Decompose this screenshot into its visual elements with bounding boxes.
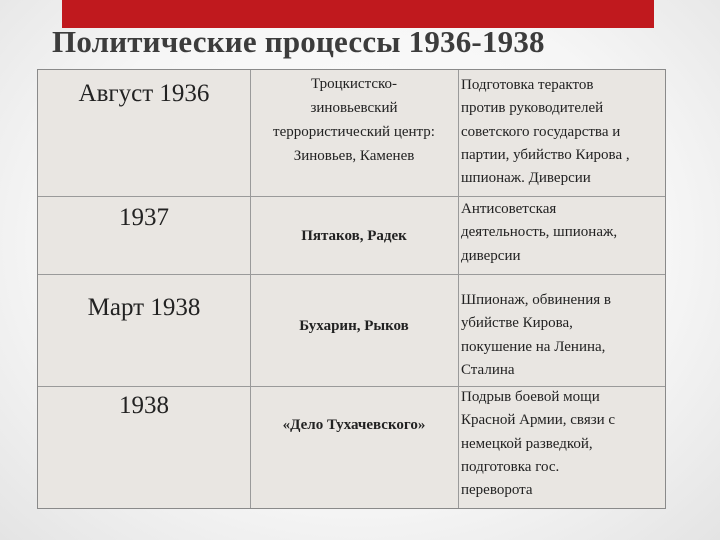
defendants-line: Пятаков, Радек: [301, 228, 407, 244]
charges-line: Красной Армии, связи с: [461, 412, 616, 429]
defendants-line: Зиновьев, Каменев: [293, 148, 415, 164]
trial-charges: [461, 386, 665, 502]
charges-line: подготовка гос.: [461, 458, 560, 475]
charges-line: немецкой разведкой,: [461, 435, 593, 452]
defendants-line: Бухарин, Рыков: [299, 318, 409, 334]
trial-date: Август 1936: [78, 80, 210, 107]
charges-line: Шпионаж, обвинения в: [461, 292, 611, 308]
slide-title: Политические процессы 1936-1938: [52, 24, 545, 59]
trial-defendants: [250, 413, 458, 437]
defendants-line: террористический центр:: [273, 124, 435, 140]
charges-line: против руководителей: [461, 100, 604, 117]
trial-charges: [461, 74, 665, 190]
trial-date: 1938: [119, 392, 169, 419]
charges-line: убийстве Кирова,: [461, 315, 573, 332]
charges-line: Сталина: [461, 361, 515, 378]
trials-table: [37, 69, 666, 509]
trial-defendants: [250, 72, 458, 168]
row-divider: [38, 196, 665, 197]
trial-charges: [461, 198, 665, 268]
defendants-line: Троцкистско-: [310, 76, 397, 92]
charges-line: деятельность, шпионаж,: [461, 224, 618, 241]
charges-line: советского государства и: [461, 123, 621, 140]
defendants-line: зиновьевский: [310, 100, 398, 116]
charges-line: Подготовка терактов: [461, 77, 594, 93]
column-divider: [458, 70, 459, 508]
charges-line: Антисоветская: [461, 201, 557, 217]
row-divider: [38, 274, 665, 275]
charges-line: покушение на Ленина,: [461, 338, 606, 355]
charges-line: партии, убийство Кирова ,: [461, 146, 630, 163]
charges-line: переворота: [461, 482, 533, 499]
defendants-line: «Дело Тухачевского»: [282, 417, 426, 433]
charges-line: шпионаж. Диверсии: [461, 170, 591, 187]
trial-charges: [461, 289, 665, 382]
charges-line: Подрыв боевой мощи: [461, 389, 600, 405]
trial-defendants: [250, 314, 458, 338]
trial-defendants: [250, 224, 458, 248]
charges-line: диверсии: [461, 247, 521, 264]
trial-date: 1937: [119, 204, 169, 231]
trial-date: Март 1938: [87, 294, 201, 321]
